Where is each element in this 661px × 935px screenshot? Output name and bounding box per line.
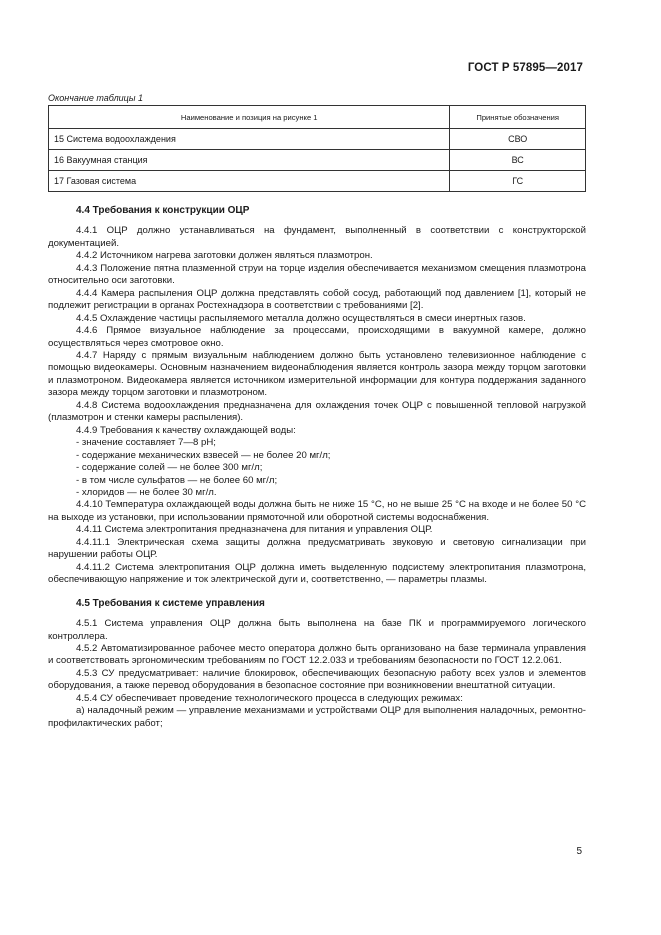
table-header-row [49,106,586,129]
section-heading: 4.4 Требования к конструкции ОЦР [76,205,250,216]
list-item: - содержание солей — не более 300 мг/л; [76,462,263,474]
table-row [49,171,586,192]
paragraph: 4.4.3 Положение пятна плазменной струи на торце изделия обеспечивается механизмом смещения плазмотрона относительно оси заготовки. [48,262,586,287]
page-number: 5 [576,846,582,857]
table-row [49,150,586,171]
paragraph: 4.5.1 Система управления ОЦР должна быть выполнена на базе ПК и программируемого логического контроллера. [48,618,586,642]
list-item: - содержание механических взвесей — не более 20 мг/л; [76,449,331,461]
paragraph: 4.5.2 Автоматизированное рабочее место оператора должно быть организовано на базе терминала управления и соответствовать эргономическим требованиям по ГОСТ 12.2.033 и требованиям безопасности по ГОСТ 12.2.061. [48,642,586,667]
table-cell-name: 15 Система водоохлаждения [49,129,450,150]
list-item: - хлоридов — не более 30 мг/л. [76,486,217,498]
section-heading: 4.5 Требования к системе управления [76,597,265,609]
table-caption: Окончание таблицы 1 [48,93,143,103]
paragraph: 4.4.10 Температура охлаждающей воды должна быть не ниже 15 °С, но не выше 25 °С на входе и не более 50 °С на выходе из установки, при использовании прямоточной или оборотной системы водоснабжения. [48,499,586,523]
paragraph: 4.4.7 Наряду с прямым визуальным наблюдением должно быть установлено телевизионное наблюдение с помощью видеокамеры. Основным назначением видеонаблюдения является контроль зазора между торцом заготовки и плазмотроном. Видеокамера является источником измерительной информации для контура поддержания заданного зазора между торцом заготовки и плазмотроном. [48,349,586,399]
document-code: ГОСТ Р 57895—2017 [467,62,583,74]
paragraph: 4.5.4 СУ обеспечивает проведение технологического процесса в следующих режимах: [76,692,463,704]
paragraph: 4.4.5 Охлаждение частицы распыляемого металла должно осуществляться в смеси инертных газов. [76,312,526,324]
list-item: - значение составляет 7—8 pH; [76,437,216,449]
paragraph: 4.4.1 ОЦР должно устанавливаться на фундамент, выполненный в соответствии с конструкторской документацией. [48,225,586,249]
table-cell-symbol: ВС [450,150,586,171]
paragraph: 4.5.3 СУ предусматривает: наличие блокировок, обеспечивающих безопасную работу всех узлов и элементов оборудования, а также перевод оборудования в безопасное состояние при возникновении внештатной ситуации. [48,667,586,692]
paragraph: 4.4.4 Камера распыления ОЦР должна представлять собой сосуд, работающий под давлением [1], который не подлежит регистрации в органах Ростехнадзора в соответствии с требованиями [2]. [48,287,586,312]
paragraph: 4.4.11.2 Система электропитания ОЦР должна иметь выделенную подсистему электропитания плазмотрона, обеспечивающую напряжение и ток электрической дуги и, соответственно, — параметры плазмы. [48,561,586,586]
paragraph: а) наладочный режим — управление механизмами и устройствами ОЦР для выполнения наладочных, ремонтно-профилактических работ; [48,705,586,729]
column-header-symbol: Принятые обозначения [450,106,586,129]
table-cell-name: 17 Газовая система [49,171,450,192]
designations-table [48,105,586,192]
paragraph: 4.4.8 Система водоохлаждения предназначена для охлаждения точек ОЦР с повышенной тепловой нагрузкой (плазмотрон и стенки камеры распыления). [48,399,586,424]
paragraph: 4.4.9 Требования к качеству охлаждающей воды: [76,424,296,436]
paragraph: 4.4.2 Источником нагрева заготовки должен являться плазмотрон. [76,250,373,262]
paragraph: 4.4.6 Прямое визуальное наблюдение за процессами, происходящими в вакуумной камере, должно осуществляться через смотровое окно. [48,325,586,349]
column-header-name: Наименование и позиция на рисунке 1 [49,106,450,129]
table-cell-symbol: СВО [450,129,586,150]
table-cell-symbol: ГС [450,171,586,192]
table-cell-name: 16 Вакуумная станция [49,150,450,171]
paragraph: 4.4.11 Система электропитания предназначена для питания и управления ОЦР. [76,524,433,536]
document-body [48,205,586,730]
table-row [49,129,586,150]
list-item: - в том числе сульфатов — не более 60 мг/л; [76,474,278,486]
paragraph: 4.4.11.1 Электрическая схема защиты должна предусматривать звуковую и световую сигнализации при нарушении работы ОЦР. [48,536,586,561]
